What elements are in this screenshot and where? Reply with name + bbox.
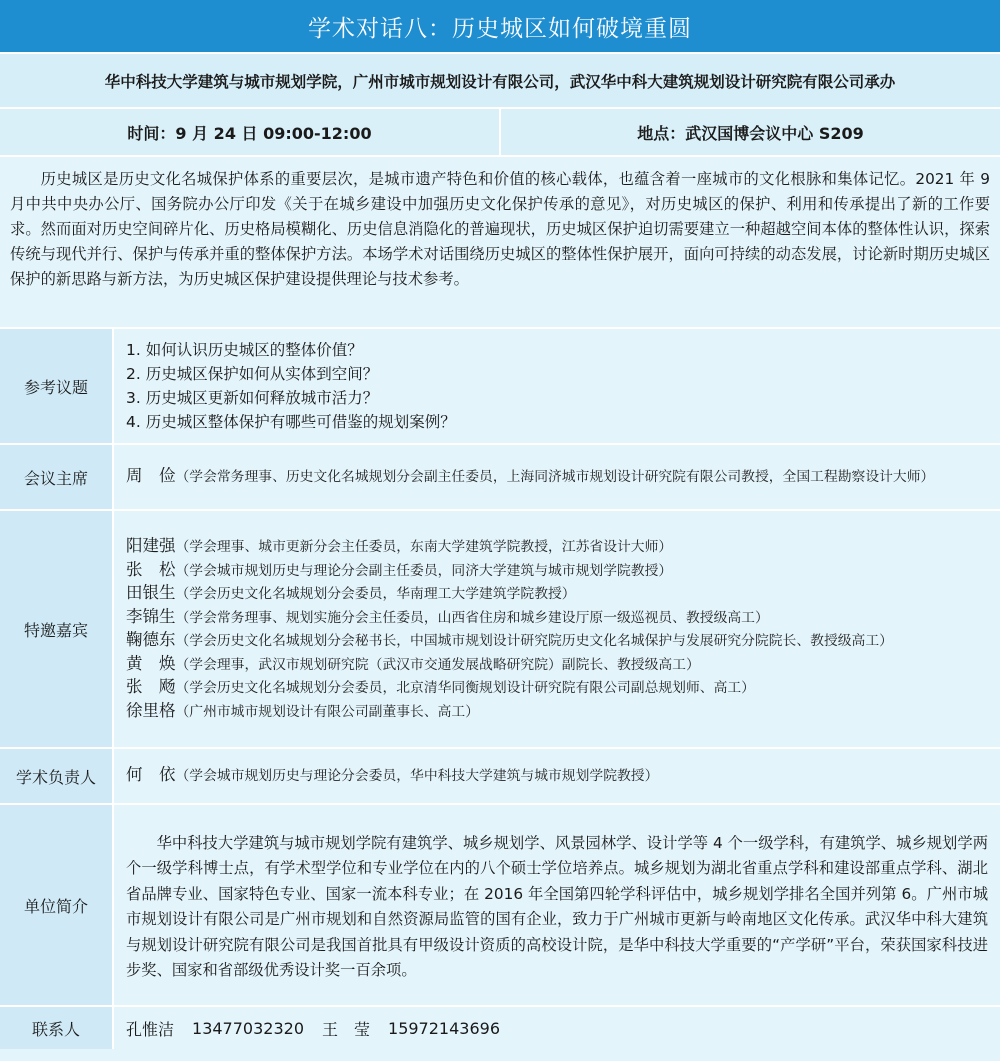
topics-row (0, 329, 1000, 445)
lead-person (126, 764, 988, 788)
person-name: 田银生 (126, 583, 176, 602)
person-name: 何 依 (126, 765, 176, 785)
person-name: 阳建强 (126, 536, 176, 555)
guest-item (126, 559, 988, 583)
unit-label: 单位简介 (0, 805, 114, 1005)
person-name: 徐里格 (126, 700, 176, 720)
person-name: 张 飏 (126, 677, 176, 696)
lead-content (114, 749, 1000, 803)
guests-row (0, 511, 1000, 749)
person-desc: （学会理事、城市更新分会主任委员，东南大学建筑学院教授，江苏省设计大师） (175, 539, 673, 555)
topic-item: 4. 历史城区整体保护有哪些可借鉴的规划案例？ (126, 413, 456, 431)
guest-item (126, 535, 988, 559)
person-desc: （学会理事，武汉市规划研究院（武汉市交通发展战略研究院）副院长、教授级高工） (175, 656, 700, 673)
guest-item (126, 606, 988, 630)
contact-phone: 13477032320 (192, 1018, 304, 1038)
guests-list (114, 511, 1000, 747)
organizers: 华中科技大学建筑与城市规划学院，广州市城市规划设计有限公司，武汉华中科大建筑规划设计研究院有限公司承办 (0, 54, 1000, 109)
guests-label: 特邀嘉宾 (0, 511, 114, 747)
intro-paragraph: 历史城区是历史文化名城保护体系的重要层次，是城市遗产特色和价值的核心载体，也蕴含着一座城市的文化根脉和集体记忆。2021 年 9 月中共中央办公厅、国务院办公厅印发《关于在城乡建设中加强历史文化保护传承的意见》，对历史城区的保护、利用和传承提出了新的工作要求。然而面对历史空间碎片化、历史格局模糊化、历史信息消隐化的普遍现状，历史城区保护迫切需要建立一种超越空间本体的整体性认识，探索传统与现代并行、保护与传承并重的整体保护方法。本场学术对话围绕历史城区的整体性保护展开，面向可持续的动态发展，讨论新时期历史城区保护的新思路与新方法，为历史城区保护建设提供理论与技术参考。 (0, 157, 1000, 329)
guest-item (126, 653, 988, 677)
person-desc: （学会历史文化名城规划分会委员，华南理工大学建筑学院教授） (175, 586, 576, 602)
contact-content (114, 1007, 1000, 1049)
unit-row (0, 805, 1000, 1007)
person-name: 黄 焕 (126, 653, 176, 673)
time: 时间：9 月 24 日 09:00-12:00 (127, 123, 372, 143)
guest-item (126, 629, 988, 653)
person-name: 李锦生 (126, 606, 176, 626)
topic-item: 1. 如何认识历史城区的整体价值？ (126, 341, 363, 359)
page-title: 学术对话八：历史城区如何破境重圆 (0, 0, 1000, 54)
lead-row (0, 749, 1000, 805)
unit-text: 华中科技大学建筑与城市规划学院有建筑学、城乡规划学、风景园林学、设计学等 4 个一级学科，有建筑学、城乡规划学两个一级学科博士点，有学术型学位和专业学位在内的八个硕士学位培养点。城乡规划为湖北省重点学科和建设部重点学科、湖北省品牌专业、国家特色专业、国家一流本科专业；在 2016 年全国第四轮学科评估中，城乡规划学排名全国并列第 6。广州市城市规划设计有限公司是广州市规划和自然资源局监管的国有企业，致力于广州城市更新与岭南地区文化传承。武汉华中科大建筑与规划设计研究院有限公司是我国首批具有甲级设计资质的高校设计院，是华中科技大学重要的“产学研”平台，荣获国家科技进步奖、国家和省部级优秀设计奖一百余项。 (126, 833, 988, 979)
lead-label: 学术负责人 (0, 749, 114, 803)
person-desc: （学会城市规划历史与理论分会委员，华中科技大学建筑与城市规划学院教授） (175, 768, 659, 785)
topics-label: 参考议题 (0, 329, 114, 443)
person-desc: （学会历史文化名城规划分会委员，北京清华同衡规划设计研究院有限公司副总规划师、高工） (175, 680, 755, 696)
contact-row (0, 1007, 1000, 1049)
person-desc: （学会城市规划历史与理论分会副主任委员，同济大学建筑与城市规划学院教授） (175, 562, 673, 579)
topic-item: 2. 历史城区保护如何从实体到空间？ (126, 365, 379, 383)
guest-item (126, 582, 988, 606)
chair-content (114, 445, 1000, 509)
chair-label: 会议主席 (0, 445, 114, 509)
person-desc: （学会常务理事、历史文化名城规划分会副主任委员，上海同济城市规划设计研究院有限公司教授，全国工程勘察设计大师） (175, 469, 935, 486)
person-name: 张 松 (126, 559, 176, 579)
person-name: 周 俭 (126, 466, 176, 486)
person-desc: （广州市城市规划设计有限公司副董事长、高工） (175, 703, 480, 720)
guest-item (126, 700, 988, 724)
contact-phone: 15972143696 (388, 1018, 500, 1038)
person-desc: （学会历史文化名城规划分会秘书长，中国城市规划设计研究院历史文化名城保护与发展研究分院院长、教授级高工） (175, 633, 893, 649)
person-desc: （学会常务理事、规划实施分会主任委员，山西省住房和城乡建设厅原一级巡视员、教授级高工） (175, 609, 769, 626)
chair-person (126, 465, 988, 489)
topics-list (114, 329, 1000, 443)
topic-item: 3. 历史城区更新如何释放城市活力？ (126, 389, 379, 407)
location: 地点：武汉国博会议中心 S209 (499, 109, 1000, 155)
chair-row (0, 445, 1000, 511)
contact-label: 联系人 (0, 1007, 114, 1049)
contact-person: 王 莹 (322, 1019, 371, 1039)
contact-person: 孔惟洁 (126, 1019, 175, 1039)
guest-item (126, 676, 988, 700)
time-location-row (0, 109, 1000, 157)
person-name: 鞠德东 (126, 630, 176, 649)
